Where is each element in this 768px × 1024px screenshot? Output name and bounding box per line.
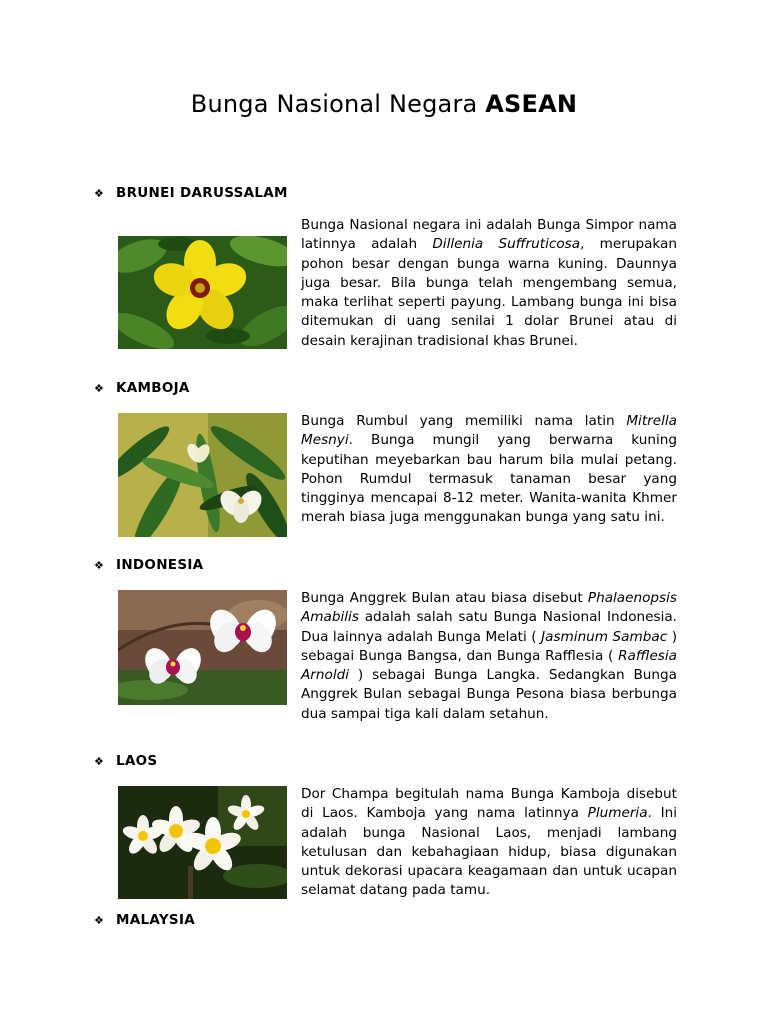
page-title (0, 90, 768, 118)
section-text-kamboja: Bunga Rumbul yang memiliki nama latin Mitrella Mesnyi. Bunga mungil yang berwarna kuning keputihan meyebarkan bau harum bila mulai petang. Pohon Rumdul termasuk tanaman besar yang tingginya mencapai 8-12 meter. Wanita-wanita Khmer merah biasa juga menggunakan bunga yang satu ini. (301, 413, 677, 526)
section-heading-brunei (94, 185, 288, 201)
plumeria-photo-icon (118, 786, 287, 899)
section-heading-indonesia (94, 557, 203, 573)
section-text-indonesia: Bunga Anggrek Bulan atau biasa disebut Phalaenopsis Amabilis adalah salah satu Bunga Nasional Indonesia. Dua lainnya adalah Bunga Melati ( Jasminum Sambac ) sebagai Bunga Bangsa, dan Bunga Rafflesia ( Rafflesia Arnoldi ) sebagai Bunga Langka. Sedangkan Bunga Anggrek Bulan sebagai Bunga Pesona biasa berbunga dua sampai tiga kali dalam setahun. (301, 590, 678, 722)
section-text-brunei: Bunga Nasional negara ini adalah Bunga Simpor nama latinnya adalah Dillenia Suffruticosa, merupakan pohon besar dengan bunga warna kuning. Daunnya juga besar. Bila bunga telah mengembang semua, maka terlihat seperti payung. Lambang bunga ini bisa ditemukan di uang senilai 1 dolar Brunei atau di desain kerajinan tradisional khas Brunei. (301, 217, 677, 349)
section-heading-malaysia (94, 912, 195, 928)
title-bold: ASEAN (485, 90, 578, 118)
heading-label: MALAYSIA (116, 912, 196, 928)
section-text-laos: Dor Champa begitulah nama Bunga Kamboja disebut di Laos. Kamboja yang nama latinnya Plumeria. Ini adalah bunga Nasional Laos, menjadi lambang ketulusan dan kebahagiaan hidup, biasa digunakan untuk dekorasi upacara keagamaan dan untuk ucapan selamat datang pada tamu. (301, 786, 677, 899)
heading-label: LAOS (116, 753, 158, 769)
orchid-photo-icon (118, 590, 287, 705)
diamond-bullet-icon: ❖ (94, 754, 105, 768)
diamond-bullet-icon: ❖ (94, 558, 105, 572)
section-heading-laos (94, 753, 157, 769)
section-heading-kamboja (94, 380, 190, 396)
heading-label: BRUNEI DARUSSALAM (116, 185, 288, 201)
diamond-bullet-icon: ❖ (94, 186, 105, 200)
dillenia-photo-icon (118, 236, 287, 349)
title-main: Bunga Nasional Negara (190, 90, 478, 118)
diamond-bullet-icon: ❖ (94, 381, 105, 395)
mitrella-photo-icon (118, 413, 287, 537)
heading-label: INDONESIA (116, 557, 204, 573)
diamond-bullet-icon: ❖ (94, 913, 105, 927)
heading-label: KAMBOJA (116, 380, 190, 396)
